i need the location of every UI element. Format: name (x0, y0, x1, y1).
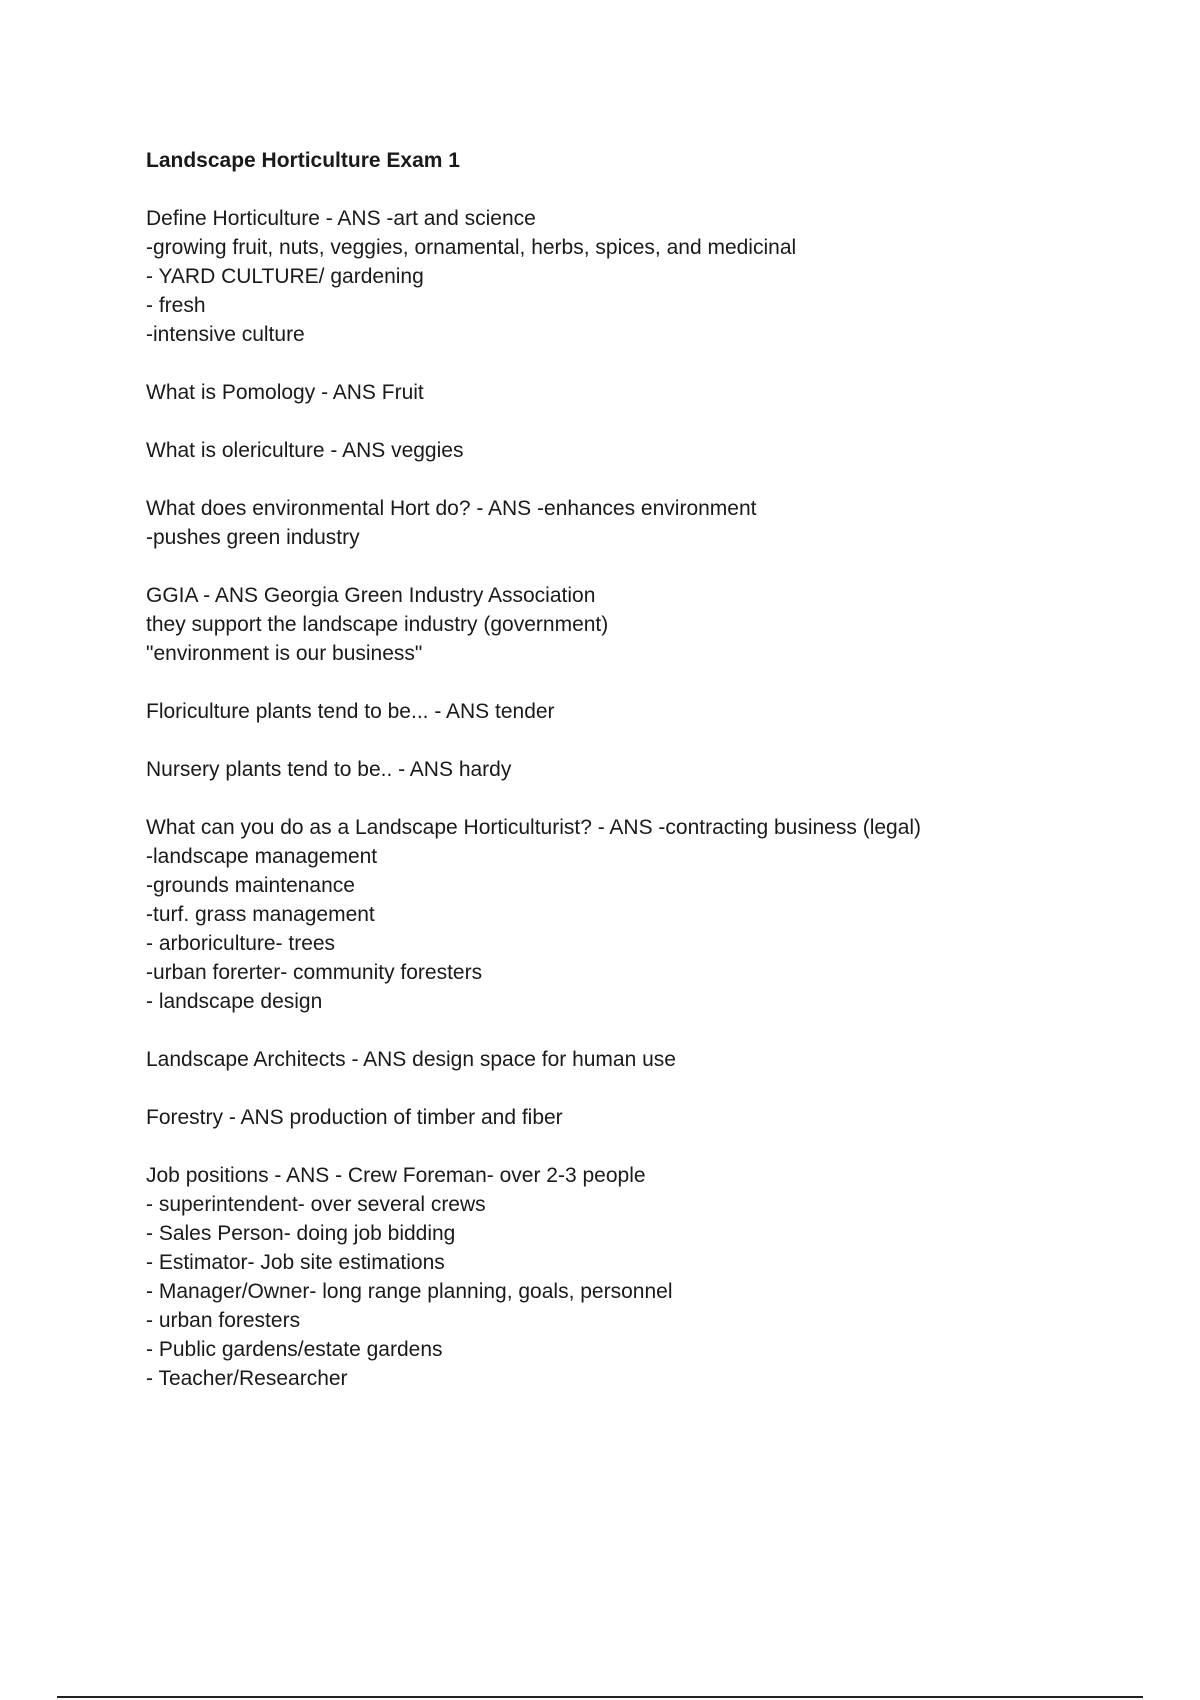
qa-answer-line: -grounds maintenance (146, 874, 355, 897)
qa-answer-line: -intensive culture (146, 323, 305, 346)
qa-entry (146, 204, 1146, 349)
qa-entry (146, 1045, 1146, 1074)
qa-answer-line: -landscape management (146, 845, 378, 868)
qa-answer-line: - Estimator- Job site estimations (146, 1251, 445, 1274)
qa-answer-line: -urban forerter- community foresters (146, 961, 483, 984)
qa-question-line: What can you do as a Landscape Horticulturist? - ANS -contracting business (legal) (146, 816, 922, 839)
qa-question-line: Landscape Architects - ANS design space for human use (146, 1048, 676, 1071)
qa-answer-line: - fresh (146, 294, 206, 317)
qa-answer-line: -turf. grass management (146, 903, 375, 926)
qa-question-line: Define Horticulture - ANS -art and science (146, 207, 536, 230)
qa-list (146, 204, 1146, 1393)
qa-question-line: Forestry - ANS production of timber and fiber (146, 1106, 563, 1129)
qa-entry (146, 378, 1146, 407)
document-content (146, 146, 1146, 1422)
qa-entry (146, 581, 1146, 668)
qa-answer-line: - Public gardens/estate gardens (146, 1338, 443, 1361)
qa-entry (146, 436, 1146, 465)
qa-answer-line: -pushes green industry (146, 526, 360, 549)
qa-answer-line: - Manager/Owner- long range planning, goals, personnel (146, 1280, 673, 1303)
qa-answer-line: "environment is our business" (146, 642, 423, 665)
qa-question-line: What does environmental Hort do? - ANS -enhances environment (146, 497, 757, 520)
qa-answer-line: - superintendent- over several crews (146, 1193, 486, 1216)
qa-answer-line: - Teacher/Researcher (146, 1367, 348, 1390)
qa-answer-line: - arboriculture- trees (146, 932, 336, 955)
document-title: Landscape Horticulture Exam 1 (146, 149, 460, 172)
qa-entry (146, 813, 1146, 1016)
qa-question-line: Floriculture plants tend to be... - ANS tender (146, 700, 555, 723)
qa-question-line: What is Pomology - ANS Fruit (146, 381, 424, 404)
qa-question-line: Nursery plants tend to be.. - ANS hardy (146, 758, 512, 781)
qa-question-line: Job positions - ANS - Crew Foreman- over 2-3 people (146, 1164, 646, 1187)
qa-question-line: What is olericulture - ANS veggies (146, 439, 464, 462)
qa-answer-line: they support the landscape industry (government) (146, 613, 609, 636)
qa-entry (146, 1103, 1146, 1132)
qa-entry (146, 1161, 1146, 1393)
page-bottom-rule (57, 1696, 1143, 1698)
qa-entry (146, 697, 1146, 726)
qa-answer-line: -growing fruit, nuts, veggies, ornamental, herbs, spices, and medicinal (146, 236, 797, 259)
qa-answer-line: - Sales Person- doing job bidding (146, 1222, 456, 1245)
qa-entry (146, 494, 1146, 552)
qa-answer-line: - urban foresters (146, 1309, 301, 1332)
qa-entry (146, 755, 1146, 784)
qa-answer-line: - YARD CULTURE/ gardening (146, 265, 424, 288)
qa-answer-line: - landscape design (146, 990, 323, 1013)
qa-question-line: GGIA - ANS Georgia Green Industry Association (146, 584, 596, 607)
